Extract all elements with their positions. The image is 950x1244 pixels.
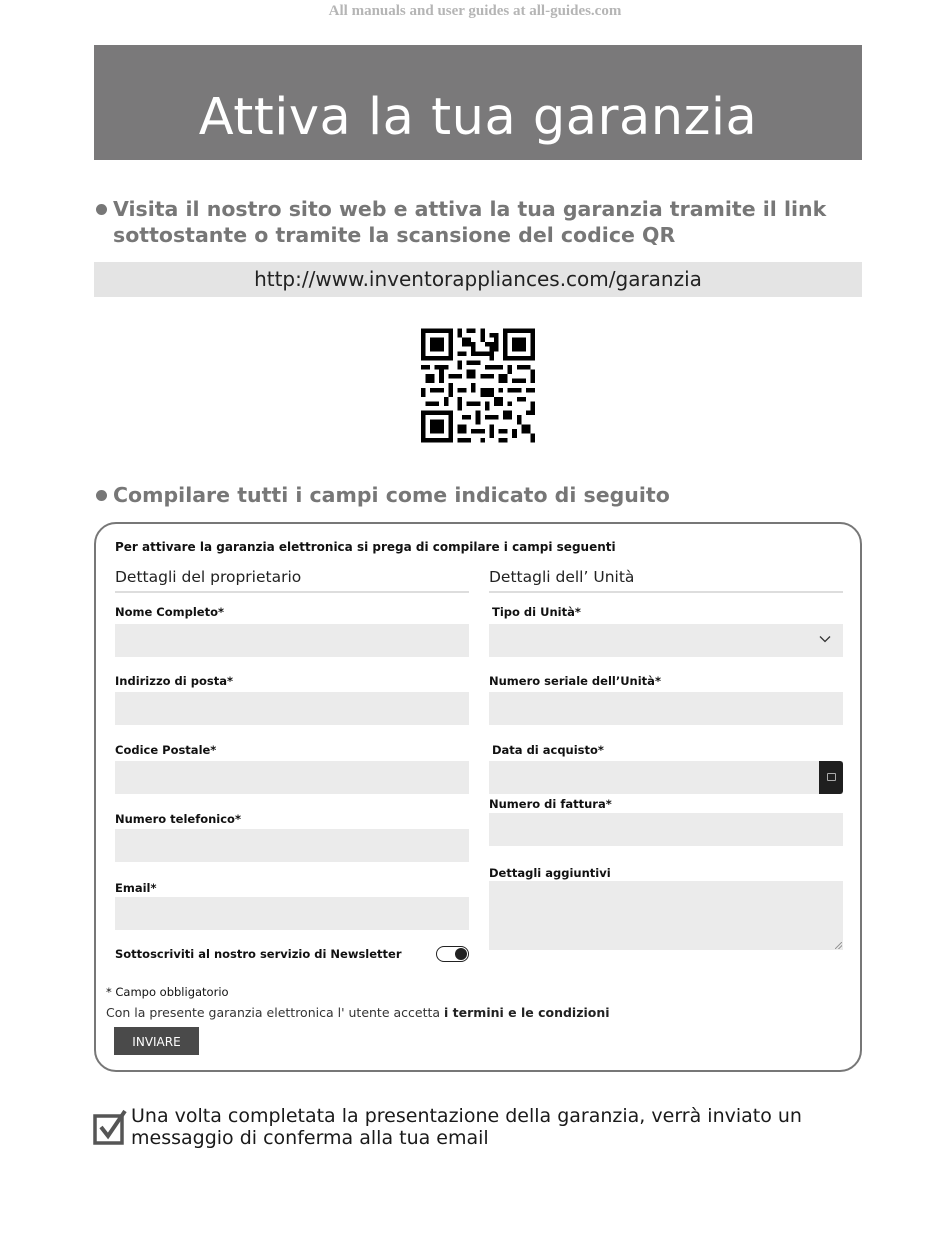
terms-text: [106, 1005, 610, 1020]
phone-field[interactable]: [115, 829, 469, 862]
warranty-form: [94, 522, 862, 1072]
full-name-field[interactable]: [115, 624, 469, 657]
postal-code-label: Codice Postale*: [115, 743, 217, 757]
address-label: Indirizzo di posta*: [115, 674, 233, 688]
form-intro: Per attivare la garanzia elettronica si prega di compilare i campi seguenti: [115, 540, 616, 554]
intro-bullet: [94, 196, 862, 248]
purchase-date-label: Data di acquisto*: [492, 743, 604, 757]
form-bullet: [94, 482, 862, 508]
purchase-date-field[interactable]: [489, 761, 843, 794]
form-instruction-text: Compilare tutti i campi come indicato di seguito: [113, 483, 670, 507]
serial-number-label: Numero seriale dell’Unità*: [489, 674, 661, 688]
newsletter-toggle[interactable]: [436, 946, 469, 962]
bullet-dot-icon: [96, 204, 107, 215]
unit-type-select[interactable]: [489, 624, 843, 657]
calendar-icon: [827, 773, 836, 781]
extra-details-textarea[interactable]: [489, 881, 843, 950]
serial-number-field[interactable]: [489, 692, 843, 725]
bullet-dot-icon: [96, 490, 107, 501]
required-note: * Campo obbligatorio: [106, 985, 229, 999]
address-field[interactable]: [115, 692, 469, 725]
email-label: Email*: [115, 881, 157, 895]
intro-text: Visita il nostro sito web e attiva la tua garanzia tramite il link sottostante o tramite la scansione del codice QR: [113, 197, 827, 247]
terms-link[interactable]: i termini e le condizioni: [444, 1005, 610, 1020]
terms-prefix: Con la presente garanzia elettronica l' utente accetta: [106, 1005, 441, 1020]
warranty-url-link[interactable]: http://www.inventorappliances.com/garanzia: [94, 262, 862, 297]
unit-section-heading: Dettagli dell’ Unità: [489, 568, 843, 593]
postal-code-field[interactable]: [115, 761, 469, 794]
invoice-number-label: Numero di fattura*: [489, 797, 612, 811]
chevron-down-icon: [819, 633, 831, 645]
toggle-knob: [455, 948, 467, 960]
phone-label: Numero telefonico*: [115, 812, 241, 826]
confirmation-message: Una volta completata la presentazione della garanzia, verrà inviato un messaggio di conferma alla tua email: [131, 1105, 802, 1149]
invoice-number-field[interactable]: [489, 813, 843, 846]
qr-code-icon[interactable]: [421, 328, 535, 443]
calendar-button[interactable]: [819, 761, 843, 794]
watermark: All manuals and user guides at all-guides.com: [328, 3, 622, 19]
submit-button[interactable]: INVIARE: [114, 1027, 199, 1055]
resize-handle-icon[interactable]: [835, 942, 842, 949]
owner-section-heading: Dettagli del proprietario: [115, 568, 469, 593]
newsletter-label: Sottoscriviti al nostro servizio di Newsletter: [115, 947, 402, 961]
email-field[interactable]: [115, 897, 469, 930]
checkbox-checked-icon: [93, 1108, 127, 1146]
unit-type-label: Tipo di Unità*: [492, 605, 581, 619]
full-name-label: Nome Completo*: [115, 605, 225, 619]
page-title: Attiva la tua garanzia: [94, 45, 862, 160]
extra-details-label: Dettagli aggiuntivi: [489, 866, 611, 880]
